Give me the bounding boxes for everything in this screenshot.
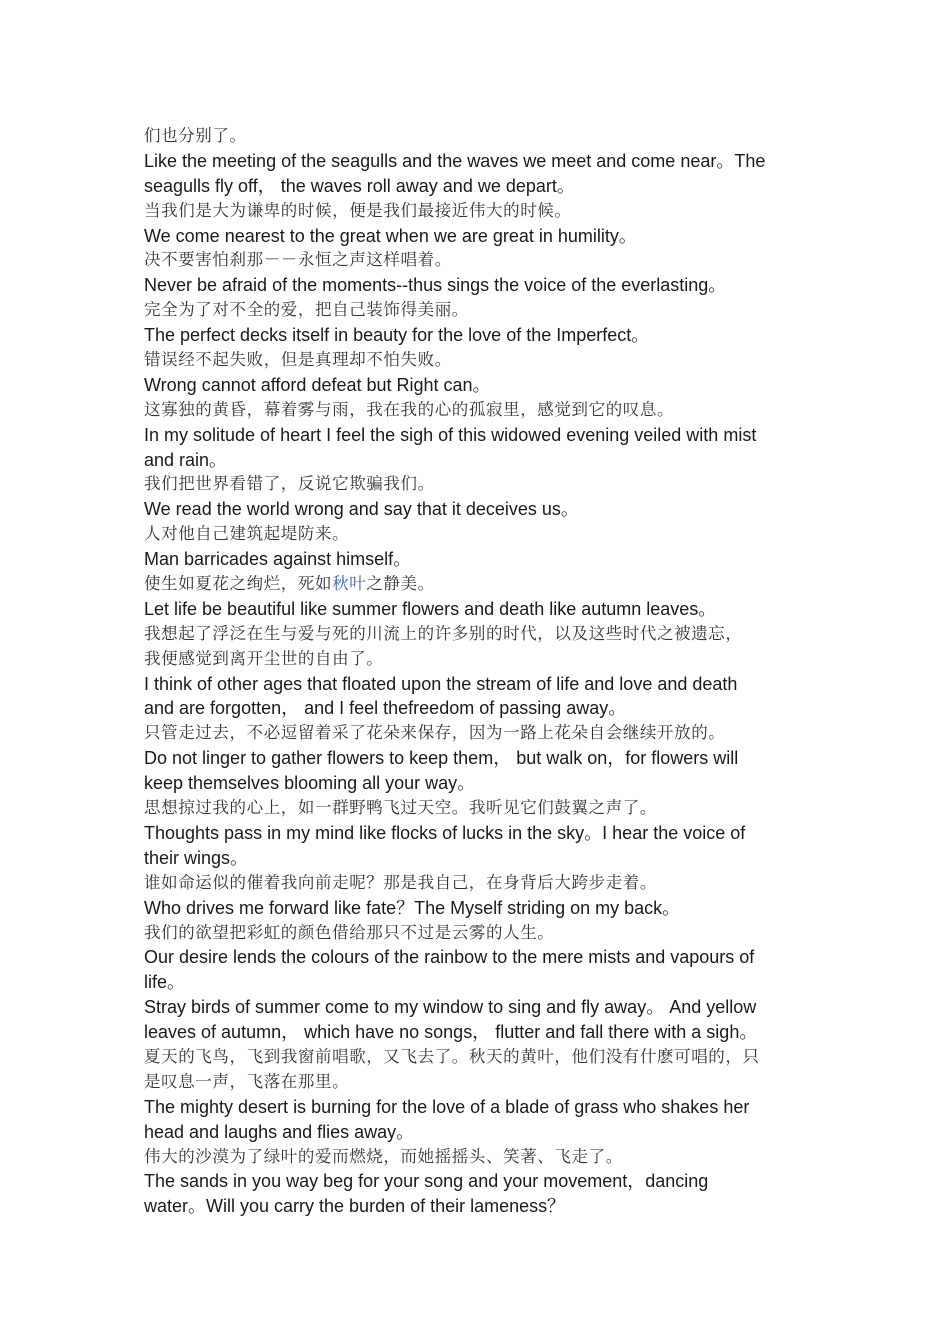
english-text-line: and are forgotten， and I feel thefreedom of passing away。 [144, 698, 627, 719]
english-text-line: The perfect decks itself in beauty for the love of the Imperfect。 [144, 325, 650, 346]
english-text-line: We come nearest to the great when we are great in humility。 [144, 225, 637, 246]
english-text-line: life。 [144, 972, 186, 993]
english-text-line: Wrong cannot afford defeat but Right can。 [144, 374, 491, 395]
english-text-line: seagulls fly off， the waves roll away and we depart。 [144, 175, 575, 196]
english-text-line: The sands in you way beg for your song and your movement，dancing [144, 1171, 709, 1192]
chinese-text-line: 我便感觉到离开尘世的自由了。 [144, 648, 384, 668]
chinese-text-line: 完全为了对不全的爱，把自己装饰得美丽。 [144, 300, 469, 320]
line-text-before-link: 使生如夏花之绚烂，死如 [144, 574, 333, 594]
english-text-line: Who drives me forward like fate？The Myself striding on my back。 [144, 897, 681, 918]
english-text-line: Do not linger to gather flowers to keep them， but walk on，for flowers will [144, 748, 739, 769]
document-page [144, 124, 824, 1219]
english-text-line: Thoughts pass in my mind like flocks of lucks in the sky。I hear the voice of [144, 822, 746, 843]
chinese-text-line: 错误经不起失败，但是真理却不怕失败。 [144, 350, 452, 370]
chinese-text-line: 决不要害怕刹那－－永恒之声这样唱着。 [144, 250, 452, 270]
english-text-line: Stray birds of summer come to my window to sing and fly away。 And yellow [144, 997, 757, 1018]
chinese-text-line: 我们把世界看错了，反说它欺骗我们。 [144, 474, 435, 494]
english-text-line: In my solitude of heart I feel the sigh of this widowed evening veiled with mist [144, 424, 757, 445]
chinese-text-line: 们也分别了。 [144, 126, 247, 145]
english-text-line: Never be afraid of the moments--thus sings the voice of the everlasting。 [144, 275, 727, 296]
english-text-line: We read the world wrong and say that it deceives us。 [144, 499, 579, 520]
chinese-text-line: 我想起了浮泛在生与爱与死的川流上的许多别的时代，以及这些时代之被遗忘， [144, 623, 743, 643]
english-text-line: water。Will you carry the burden of their lameness？ [144, 1196, 566, 1217]
chinese-text-line: 我们的欲望把彩虹的颜色借给那只不过是云雾的人生。 [144, 922, 555, 942]
english-text-line: Man barricades against himself。 [144, 549, 412, 570]
hyperlink-autumn-leaves[interactable]: 秋叶 [332, 574, 367, 594]
chinese-text-line: 是叹息一声，飞落在那里。 [144, 1071, 350, 1091]
english-text-line: Our desire lends the colours of the rainbow to the mere mists and vapours of [144, 947, 755, 968]
line-text-after-link: 之静美。 [366, 574, 435, 594]
english-text-line: Like the meeting of the seagulls and the waves we meet and come near。The [144, 150, 766, 171]
english-text-line: their wings。 [144, 847, 249, 868]
english-text-line: keep themselves blooming all your way。 [144, 773, 476, 794]
english-text-line: and rain。 [144, 449, 228, 470]
english-text-line: I think of other ages that floated upon the stream of life and love and death [144, 673, 738, 694]
english-text-line: The mighty desert is burning for the love of a blade of grass who shakes her [144, 1096, 750, 1117]
chinese-text-line: 当我们是大为谦卑的时候，便是我们最接近伟大的时候。 [144, 200, 572, 220]
chinese-text-line: 这寡独的黄昏，幕着雾与雨，我在我的心的孤寂里，感觉到它的叹息。 [144, 399, 675, 419]
chinese-text-line: 人对他自己建筑起堤防来。 [144, 524, 350, 544]
chinese-text-line: 夏天的飞鸟，飞到我窗前唱歌，又飞去了。秋天的黄叶，他们没有什麽可唱的，只 [144, 1046, 760, 1066]
chinese-text-line: 只管走过去，不必逗留着采了花朵来保存，因为一路上花朵自会继续开放的。 [144, 723, 726, 743]
english-text-line: leaves of autumn， which have no songs， flutter and fall there with a sigh。 [144, 1022, 758, 1043]
chinese-text-line: 思想掠过我的心上，如一群野鸭飞过天空。我听见它们鼓翼之声了。 [144, 798, 657, 818]
english-text-line: Let life be beautiful like summer flowers and death like autumn leaves。 [144, 598, 717, 619]
english-text-line: head and laughs and flies away。 [144, 1121, 415, 1142]
chinese-text-line: 伟大的沙漠为了绿叶的爱而燃烧，而她摇摇头、笑著、飞走了。 [144, 1146, 623, 1166]
chinese-text-line: 谁如命运似的催着我向前走呢？那是我自己，在身背后大跨步走着。 [144, 872, 657, 892]
chinese-text-line [144, 572, 824, 597]
